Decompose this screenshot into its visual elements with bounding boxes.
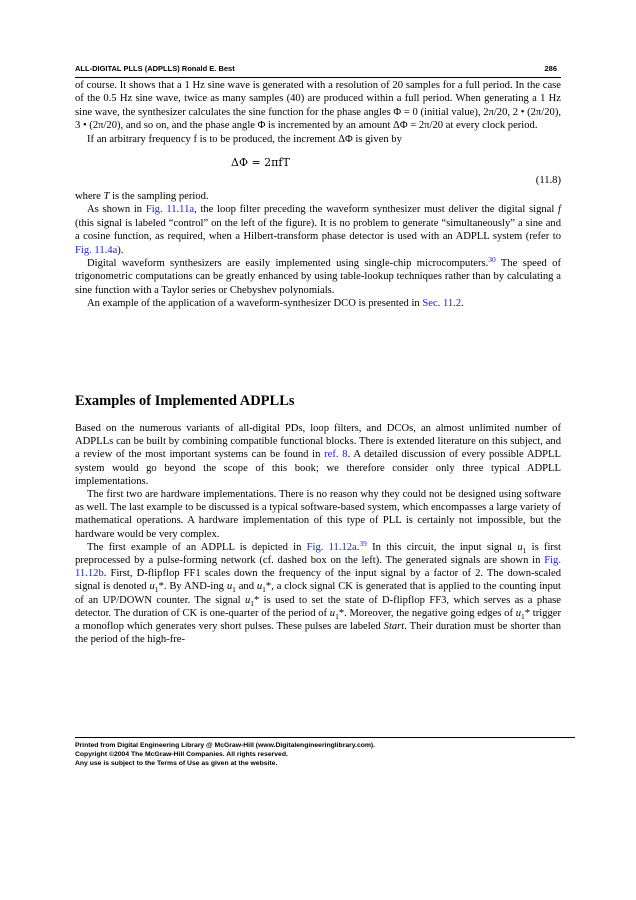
paragraph	[75, 190, 561, 203]
page-number: 286	[544, 64, 557, 73]
paragraph-text: is used to set the state of D-flipflop FF3, which serves as a phase detector. The duration of CK is one-quarter of the period of	[75, 594, 561, 619]
reference-link[interactable]: ref. 8	[324, 449, 348, 461]
paragraph-text: If an arbitrary frequency f is to be produced, the increment ΔΦ is given by	[87, 133, 402, 145]
figure-link[interactable]: Fig. 11.12b	[75, 555, 561, 580]
paragraph-text: , a clock signal CK is generated that is applied to the counting input of an UP/DOWN counter. The signal	[75, 581, 561, 606]
variable: u	[515, 607, 521, 619]
equation-number: (11.8)	[535, 175, 561, 187]
equation-block	[75, 150, 561, 190]
variable: u	[244, 594, 251, 606]
superscript-star: *	[254, 594, 260, 606]
footer-divider	[75, 737, 575, 738]
paragraph-text: The first example of an ADPLL is depicted in	[87, 541, 307, 553]
variable: f	[558, 204, 561, 216]
paragraph	[75, 203, 561, 257]
footer-line: Any use is subject to the Terms of Use as given at the website.	[75, 759, 278, 767]
figure-link[interactable]: Fig. 11.11a	[145, 204, 195, 216]
paragraph	[75, 79, 561, 133]
variable: u	[226, 581, 233, 593]
paragraph-text: is first preprocessed by a pulse-forming network (cf. dashed box on the left). The generated signals are shown in	[75, 541, 561, 567]
reference-link[interactable]: 30	[488, 255, 496, 265]
body-text-section	[75, 422, 561, 646]
paragraph-text: . By AND-ing	[163, 581, 227, 593]
subscript: 1	[520, 611, 525, 621]
variable: u	[256, 581, 263, 593]
paragraph-text: . First, D-flipflop FF1 scales down the frequency of the input signal by a factor of 2. The down-scaled signal is denoted	[75, 568, 561, 593]
reference-link[interactable]: 39	[359, 538, 367, 548]
section-link[interactable]: Sec. 11.2	[422, 298, 462, 310]
equation: ΔΦ = 2πfT	[231, 156, 290, 170]
subscript: 1	[335, 611, 339, 621]
paragraph-text: As shown in	[87, 204, 146, 216]
paragraph-text: In this circuit, the input signal	[366, 541, 518, 553]
subscript: 1	[232, 585, 236, 595]
footer-line: Printed from Digital Engineering Library @ McGraw-Hill (www.Digitalengineeringlibrary.com).	[75, 742, 376, 749]
figure-link[interactable]: Fig. 11.12a	[306, 541, 357, 553]
paragraph-text: .	[356, 541, 360, 553]
paragraph-text: is the sampling period.	[109, 191, 209, 203]
superscript-star: *	[338, 607, 345, 619]
superscript-star: *	[524, 607, 531, 619]
paragraph	[75, 297, 561, 310]
section-heading: Examples of Implemented ADPLLs	[75, 393, 295, 409]
paragraph-text: The first two are hardware implementations. There is no reason why they could not be designed using software as well. The last example to be discussed is a typical software-based system, which encompasses a large variety of mathematical operations. A hardware implementation of this type of PLL is certainly not impossible, but the hardware would be very complex.	[75, 489, 561, 540]
superscript-star: *	[265, 581, 272, 593]
paragraph-text: (this signal is labeled “control” on the left of the figure). It is no problem to generate “simultaneously” a sine and a cosine function, as required, when a Hilbert-transform phase detector is used with an ADPLL system (refer to	[75, 217, 561, 243]
footer	[75, 742, 575, 768]
paragraph-text: . Their duration must be shorter than the period of the high-fre-	[75, 621, 561, 646]
variable: u	[149, 581, 155, 593]
paragraph-text: , the loop filter preceding the waveform synthesizer must deliver the digital signal	[194, 204, 559, 216]
body-text-top	[75, 79, 561, 311]
figure-link[interactable]: Fig. 11.4a	[75, 244, 118, 256]
variable: u	[517, 541, 523, 553]
paragraph	[75, 488, 561, 541]
paragraph	[75, 538, 561, 647]
subscript: 1	[522, 545, 527, 555]
paragraph	[75, 422, 561, 488]
variable: u	[329, 607, 336, 619]
paragraph-text: The speed of trigonometric computations can be greatly enhanced by using table-lookup techniques rather than by calculating a sine function with a Taylor series or Chebyshev polynomials.	[75, 258, 561, 296]
paragraph-text: trigger a monoflop which generates very short pulses. These pulses are labeled	[75, 607, 561, 633]
subscript: 1	[154, 585, 159, 595]
paragraph-text: . A detailed discussion of every possible ADPLL system would go beyond the scope of this book; we therefore consider only three typical ADPLL implementations.	[75, 449, 561, 487]
paragraph-text: ).	[117, 244, 124, 256]
paragraph-text: where	[75, 191, 104, 203]
paragraph-text: Based on the numerous variants of all-digital PDs, loop filters, and DCOs, an almost unlimited number of ADPLLs can be built by combining compatible functional blocks. There is extended literature on this subject, and a review of the most important systems can be found in	[75, 423, 561, 461]
running-header	[75, 64, 561, 77]
superscript-star: *	[158, 581, 164, 593]
paragraph-text: and	[235, 581, 257, 593]
variable: T	[103, 191, 110, 203]
paragraph	[75, 257, 561, 297]
subscript: 1	[262, 585, 266, 595]
paragraph-text: An example of the application of a waveform-synthesizer DCO is presented in	[87, 298, 423, 310]
paragraph-text: of course. It shows that a 1 Hz sine wave is generated with a resolution of 20 samples for a full period. In the case of the 0.5 Hz sine wave, twice as many samples (40) are produced within a full period. When generating a 1 Hz sine wave, the synthesizer calculates the sine function for the phase angles Φ = 0 (initial value), 2π/20, 2 • (2π/20), 3 • (2π/20), and so on, and the phase angle Φ is incremented by an amount ΔΦ = 2π/20 at every clock period.	[75, 80, 561, 132]
footer-line: Copyright ©2004 The McGraw-Hill Companies. All rights reserved.	[75, 750, 288, 758]
section-heading-block	[75, 393, 561, 410]
header-title: ALL-DIGITAL PLLS (ADPLLS) Ronald E. Best	[75, 64, 235, 73]
paragraph-text: .	[461, 298, 464, 310]
emphasis: Start	[383, 621, 405, 633]
header-divider	[75, 77, 561, 78]
paragraph-text: . Moreover, the negative going edges of	[344, 607, 516, 619]
subscript: 1	[250, 598, 254, 608]
paragraph-text: Digital waveform synthesizers are easily implemented using single-chip microcomputers.	[87, 258, 489, 270]
paragraph	[75, 133, 561, 146]
